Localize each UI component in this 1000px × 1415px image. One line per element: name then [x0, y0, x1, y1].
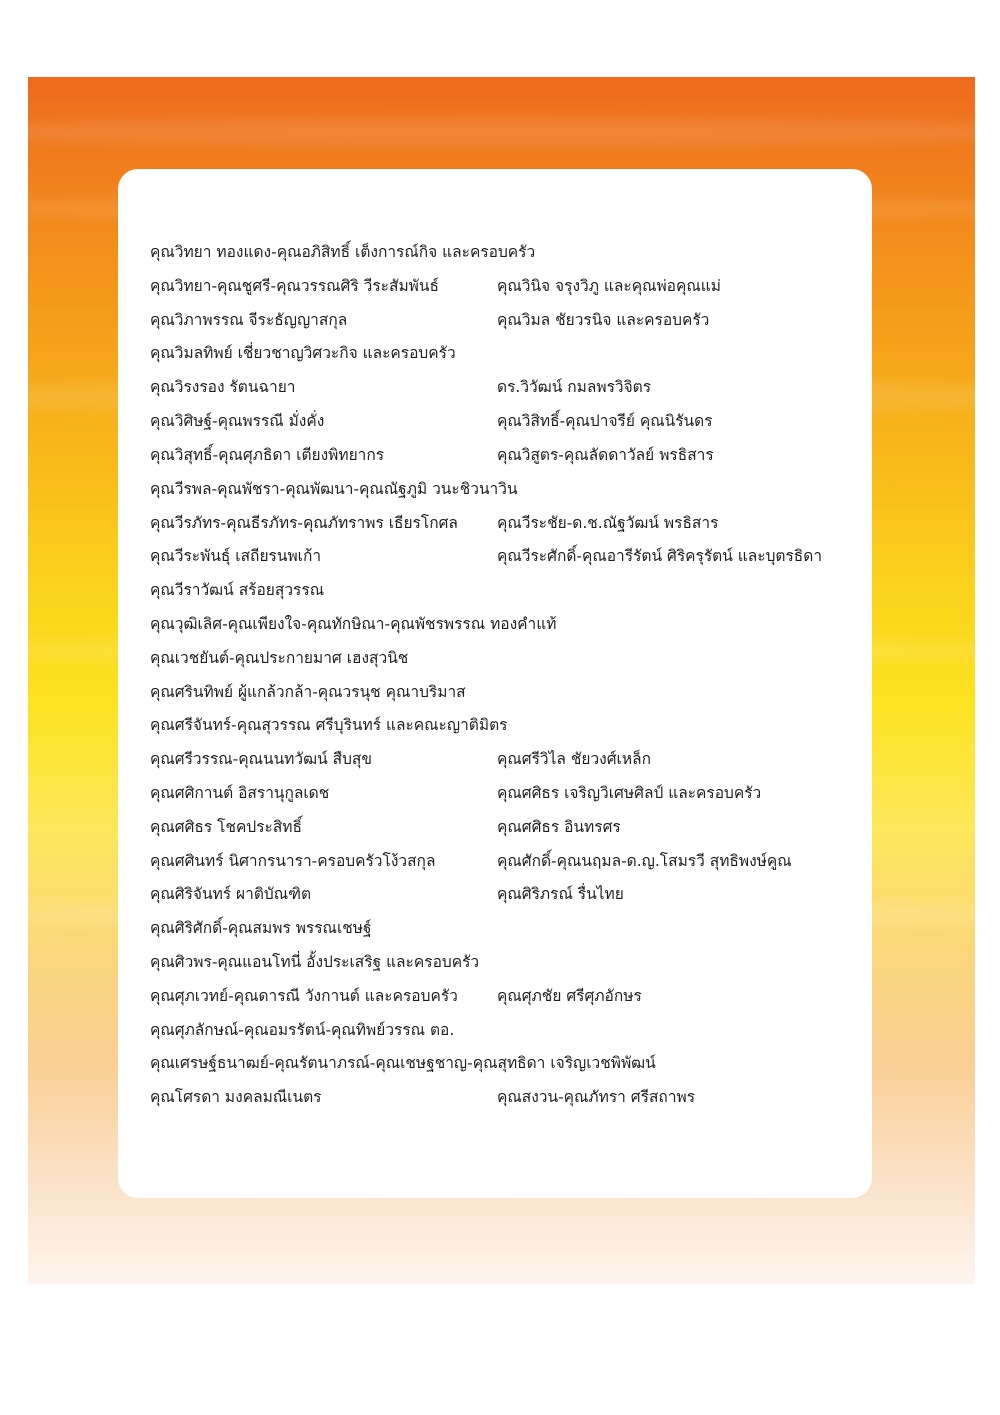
donor-name-left: คุณวิศิษฐ์-คุณพรรณี มั่งคั่ง: [150, 412, 325, 430]
cloud-streak: [28, 117, 975, 147]
donor-name-right: ดร.วิวัฒน์ กมลพรวิจิตร: [497, 378, 652, 396]
donor-name-left: คุณศรีวรรณ-คุณนนทวัฒน์ สืบสุข: [150, 750, 372, 768]
donor-name-left: คุณศิริจันทร์ ผาติบัณฑิต: [150, 885, 312, 903]
donor-name-right: คุณวีระศักดิ์-คุณอารีรัตน์ ศิริครุรัตน์ และบุตรธิดา: [497, 547, 823, 565]
donor-name-left: คุณวิทยา-คุณชูศรี-คุณวรรณศิริ วีระสัมพันธ์: [150, 277, 439, 295]
donor-name-right: คุณวิสิทธิ์-คุณปาจรีย์ คุณนิรันดร: [497, 412, 713, 430]
donor-name-right: คุณศักดิ์-คุณนฤมล-ด.ญ.โสมรวี สุทธิพงษ์คูณ: [497, 852, 792, 870]
donor-name-right: คุณวิสูตร-คุณลัดดาวัลย์ พรธิสาร: [497, 446, 714, 464]
donor-name-left: คุณวิภาพรรณ จีระธัญญาสกุล: [150, 311, 348, 329]
donor-name-left: คุณวิสุทธิ์-คุณศุภธิดา เตียงพิทยากร: [150, 446, 385, 464]
donor-name-right: คุณศรีวิไล ชัยวงศ์เหล็ก: [497, 750, 651, 768]
donor-name-right: คุณศุภชัย ศรีศุภอักษร: [497, 987, 642, 1005]
donor-name-left: คุณศิริศักดิ์-คุณสมพร พรรณเชษฐ์: [150, 919, 372, 937]
donor-name-left: คุณศิวพร-คุณแอนโทนี่ อั้งประเสริฐ และครอบครัว: [150, 953, 480, 971]
donor-name-left: คุณวีระพันธุ์ เสถียรนพเก้า: [150, 547, 322, 565]
donor-name-left: คุณศศิธร โชคประสิทธิ์: [150, 818, 302, 836]
donor-name-right: คุณวินิจ จรุงวิภู และคุณพ่อคุณแม่: [497, 277, 721, 295]
donor-name-right: คุณสงวน-คุณภัทรา ศรีสถาพร: [497, 1088, 696, 1106]
donor-name-left: คุณศศิกานต์ อิสรานุกูลเดช: [150, 784, 330, 802]
donor-name-left: คุณวีราวัฒน์ สร้อยสุวรรณ: [150, 581, 325, 599]
donor-name-right: คุณวิมล ชัยวรนิจ และครอบครัว: [497, 311, 710, 329]
donor-name-left: คุณวีรพล-คุณพัชรา-คุณพัฒนา-คุณณัฐภูมิ วนะชิวนาวิน: [150, 480, 518, 498]
donor-name-left: คุณวิมลทิพย์ เชี่ยวชาญวิศวะกิจ และครอบครัว: [150, 344, 456, 362]
donor-name-left: คุณโศรดา มงคลมณีเนตร: [150, 1088, 322, 1106]
donor-name-left: คุณศุภลักษณ์-คุณอมรรัตน์-คุณทิพย์วรรณ ตอ.: [150, 1021, 455, 1039]
donor-name-left: คุณวุฒิเลิศ-คุณเพียงใจ-คุณทักษิณา-คุณพัชรพรรณ ทองคำแท้: [150, 615, 557, 633]
donor-name-left: คุณวิทยา ทองแดง-คุณอภิสิทธิ์ เต็งการณ์กิจ และครอบครัว: [150, 243, 536, 261]
donor-name-left: คุณศรินทิพย์ ผู้แกล้วกล้า-คุณวรนุช คุณาบริมาส: [150, 683, 466, 701]
donor-name-left: คุณเวชยันต์-คุณประกายมาศ เฮงสุวนิช: [150, 649, 409, 667]
donor-name-left: คุณศุภเวทย์-คุณดารณี วังกานต์ และครอบครัว: [150, 987, 458, 1005]
donor-name-right: คุณศิริภรณ์ รื่นไทย: [497, 885, 624, 903]
donor-name-left: คุณเศรษฐ์ธนาฒย์-คุณรัตนาภรณ์-คุณเชษฐชาญ-คุณสุทธิดา เจริญเวชพิพัฒน์: [150, 1054, 656, 1072]
donor-name-right: คุณวีระชัย-ด.ช.ณัฐวัฒน์ พรธิสาร: [497, 514, 719, 532]
donor-name-left: คุณวีรภัทร-คุณธีรภัทร-คุณภัทราพร เธียรโกศล: [150, 514, 458, 532]
donor-name-left: คุณศรีจันทร์-คุณสุวรรณ ศรีบุรินทร์ และคณะญาติมิตร: [150, 716, 508, 734]
donor-name-left: คุณศศินทร์ นิศากรนารา-ครอบครัวโง้วสกุล: [150, 852, 436, 870]
donor-name-right: คุณศศิธร เจริญวิเศษศิลป์ และครอบครัว: [497, 784, 762, 802]
donor-name-right: คุณศศิธร อินทรศร: [497, 818, 621, 836]
donor-name-left: คุณวิรงรอง รัตนฉายา: [150, 378, 296, 396]
